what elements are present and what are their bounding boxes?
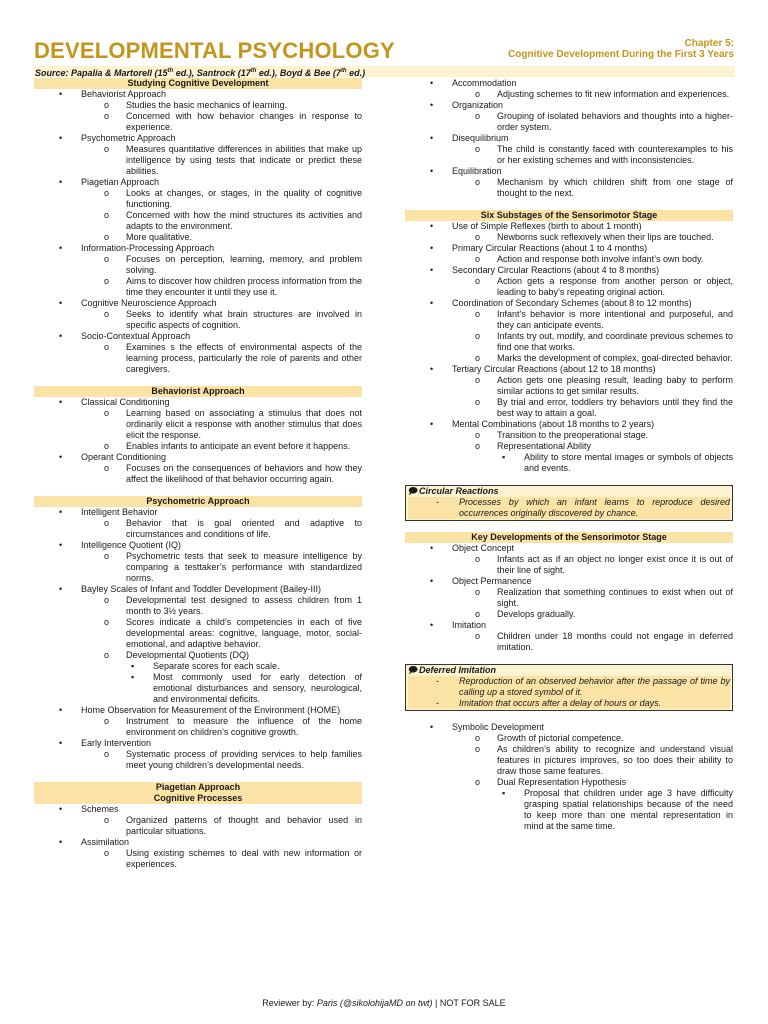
item-text: Studies the basic mechanics of learning. — [126, 100, 288, 110]
section-heading: Studying Cognitive Development — [34, 78, 362, 89]
item-text: Early Intervention — [81, 738, 152, 748]
spacer — [405, 711, 733, 722]
item-text: Learning based on associating a stimulus that does not ordinarily elicit a response with another stimulus that does elicit the response. — [126, 408, 362, 440]
item-text: Intelligent Behavior — [81, 507, 158, 517]
sub-item — [405, 554, 733, 576]
sub-item — [405, 89, 733, 100]
sub-item — [34, 342, 362, 375]
sub-item — [34, 617, 362, 650]
sub-sub-item — [405, 788, 733, 832]
topic-item — [34, 584, 362, 595]
bullet-marker: • — [59, 331, 63, 341]
item-text: Ability to store mental images or symbols of objects and events. — [524, 452, 733, 473]
footer — [0, 998, 768, 1008]
bullet-marker: • — [430, 298, 434, 308]
sub-item — [405, 587, 733, 609]
bullet-marker: o — [104, 749, 110, 759]
bullet-marker: • — [430, 620, 434, 630]
item-text: Measures quantitative differences in abilities that make up intelligence by using tests that indicate or predict these abilities. — [126, 144, 362, 176]
bullet-marker: o — [475, 397, 481, 407]
sub-item — [34, 441, 362, 452]
spacer — [34, 375, 362, 386]
footer-author: Paris (@sikolohijaMD on twt) — [316, 998, 433, 1008]
bullet-marker: ▪ — [131, 661, 135, 671]
bullet-marker: o — [104, 408, 110, 418]
source-text-4: ed.) — [346, 68, 366, 78]
bullet-marker: o — [475, 587, 481, 597]
topic-item — [405, 78, 733, 89]
item-text: Representational Ability — [497, 441, 592, 451]
item-text: Dual Representation Hypothesis — [497, 777, 627, 787]
bullet-marker: • — [59, 584, 63, 594]
bullet-marker: • — [59, 540, 63, 550]
topic-item — [34, 540, 362, 551]
sub-item — [405, 144, 733, 166]
item-text: Concerned with how the mind structures its activities and adapts to the environment. — [126, 210, 362, 231]
sub-item — [34, 716, 362, 738]
bullet-marker: • — [430, 364, 434, 374]
sub-item — [405, 744, 733, 777]
speech-bubble-icon: 🗩 — [408, 486, 418, 496]
sub-item — [34, 650, 362, 661]
footer-prefix: Reviewer by: — [262, 998, 317, 1008]
bullet-marker: • — [430, 576, 434, 586]
sub-sub-item — [34, 661, 362, 672]
bullet-marker: o — [104, 254, 110, 264]
bullet-marker: o — [104, 650, 110, 660]
topic-item — [405, 620, 733, 631]
sub-item — [405, 276, 733, 298]
sub-item — [405, 254, 733, 265]
sub-item — [405, 777, 733, 788]
bullet-marker: • — [430, 166, 434, 176]
item-text: Cognitive Neuroscience Approach — [81, 298, 217, 308]
topic-item — [34, 89, 362, 100]
topic-item — [34, 133, 362, 144]
sub-item — [405, 397, 733, 419]
bullet-marker: o — [104, 617, 110, 627]
item-text: Object Permanence — [452, 576, 532, 586]
item-text: Organization — [452, 100, 504, 110]
sub-item — [34, 276, 362, 298]
sub-item — [34, 111, 362, 133]
section-heading: Behaviorist Approach — [34, 386, 362, 397]
bullet-marker: ▪ — [502, 452, 506, 462]
sub-item — [34, 848, 362, 870]
item-text: Aims to discover how children process information from the time they encounter it until they use it. — [126, 276, 362, 297]
item-text: Using existing schemes to deal with new information or experiences. — [126, 848, 362, 869]
item-text: By trial and error, toddlers try behaviors until they find the best way to attain a goal. — [497, 397, 733, 418]
topic-item — [34, 177, 362, 188]
item-text: Assimilation — [81, 837, 130, 847]
item-text: Separate scores for each scale. — [153, 661, 280, 671]
bullet-marker: o — [475, 744, 481, 754]
bullet-marker: • — [430, 221, 434, 231]
bullet-marker: • — [430, 243, 434, 253]
topic-item — [405, 576, 733, 587]
bullet-marker: o — [475, 89, 481, 99]
item-text: Systematic process of providing services to help families meet young children’s developmental needs. — [126, 749, 362, 770]
sub-item — [405, 177, 733, 199]
bullet-marker: o — [104, 232, 110, 242]
bullet-marker: o — [475, 609, 481, 619]
topic-item — [34, 804, 362, 815]
item-text: Focuses on the consequences of behaviors and how they affect the likelihood of that behavior occurring again. — [126, 463, 362, 484]
item-text: Behaviorist Approach — [81, 89, 167, 99]
bullet-marker: o — [104, 188, 110, 198]
sub-item — [34, 595, 362, 617]
definition-item — [408, 698, 730, 709]
definition-title — [408, 486, 730, 497]
sub-item — [405, 375, 733, 397]
item-text: Infants try out, modify, and coordinate previous schemes to find one that works. — [497, 331, 733, 352]
topic-item — [405, 243, 733, 254]
bullet-marker: o — [475, 111, 481, 121]
spacer — [34, 771, 362, 782]
item-text: Realization that something continues to exist when out of sight. — [497, 587, 733, 608]
bullet-marker: o — [475, 631, 481, 641]
page-header — [34, 38, 734, 64]
spacer — [405, 521, 733, 532]
item-text: Intelligence Quotient (IQ) — [81, 540, 182, 550]
bullet-marker: o — [104, 848, 110, 858]
bullet-marker: o — [475, 254, 481, 264]
source-line — [34, 66, 735, 77]
sub-item — [405, 331, 733, 353]
section-heading: Piagetian Approach — [34, 782, 362, 793]
bullet-marker: • — [59, 397, 63, 407]
section-heading: Psychometric Approach — [34, 496, 362, 507]
definition-text: Reproduction of an observed behavior after the passage of time by calling up a stored symbol of it. — [459, 676, 730, 697]
item-text: Enables infants to anticipate an event before it happens. — [126, 441, 351, 451]
bullet-marker: o — [104, 716, 110, 726]
item-text: Classical Conditioning — [81, 397, 170, 407]
item-text: Tertiary Circular Reactions (about 12 to 18 months) — [452, 364, 656, 374]
topic-item — [405, 298, 733, 309]
sub-item — [405, 441, 733, 452]
bullet-marker: o — [104, 276, 110, 286]
item-text: Organized patterns of thought and behavior used in particular situations. — [126, 815, 362, 836]
item-text: Focuses on perception, learning, memory, and problem solving. — [126, 254, 362, 275]
source-sup-1: th — [167, 68, 174, 74]
bullet-marker: • — [59, 837, 63, 847]
sub-item — [34, 551, 362, 584]
topic-item — [34, 331, 362, 342]
bullet-marker: • — [59, 804, 63, 814]
bullet-marker: ▪ — [502, 788, 506, 798]
bullet-marker: • — [59, 177, 63, 187]
sub-item — [34, 749, 362, 771]
item-text: Proposal that children under age 3 have difficulty grasping spatial relationships because of the need to keep more than one mental representation in mind at the same time. — [524, 788, 733, 831]
item-text: Transition to the preoperational stage. — [497, 430, 649, 440]
topic-item — [34, 397, 362, 408]
bullet-marker: • — [59, 738, 63, 748]
bullet-marker: o — [475, 144, 481, 154]
bullet-marker: o — [104, 551, 110, 561]
item-text: Psychometric tests that seek to measure intelligence by comparing a testtaker’s performance with standardized norms. — [126, 551, 362, 583]
item-text: Bayley Scales of Infant and Toddler Development (Bailey-III) — [81, 584, 321, 594]
bullet-marker: o — [475, 554, 481, 564]
sub-item — [405, 733, 733, 744]
item-text: Disequilibrium — [452, 133, 509, 143]
item-text: Concerned with how behavior changes in response to experience. — [126, 111, 362, 132]
sub-item — [405, 430, 733, 441]
bullet-marker: o — [475, 733, 481, 743]
sub-item — [34, 100, 362, 111]
item-text: Mental Combinations (about 18 months to 2 years) — [452, 419, 655, 429]
definition-item — [408, 497, 730, 519]
bullet-marker: o — [104, 309, 110, 319]
sub-item — [34, 254, 362, 276]
bullet-marker: • — [430, 78, 434, 88]
left-column — [34, 78, 362, 870]
bullet-marker: o — [104, 210, 110, 220]
item-text: Growth of pictorial competence. — [497, 733, 624, 743]
topic-item — [34, 452, 362, 463]
item-text: Accommodation — [452, 78, 517, 88]
bullet-marker: o — [475, 309, 481, 319]
bullet-marker: • — [59, 452, 63, 462]
bullet-marker: o — [475, 232, 481, 242]
definition-text: Processes by which an infant learns to reproduce desired occurrences originally discovered by chance. — [459, 497, 730, 518]
item-text: Coordination of Secondary Schemes (about 8 to 12 months) — [452, 298, 692, 308]
dash-bullet: - — [436, 698, 439, 708]
bullet-marker: o — [475, 430, 481, 440]
item-text: Equilibration — [452, 166, 502, 176]
topic-item — [405, 543, 733, 554]
bullet-marker: o — [104, 463, 110, 473]
topic-item — [405, 100, 733, 111]
bullet-marker: • — [430, 133, 434, 143]
sub-item — [34, 518, 362, 540]
chapter-heading — [508, 38, 734, 60]
bullet-marker: o — [475, 177, 481, 187]
bullet-marker: o — [475, 441, 481, 451]
sub-item — [34, 144, 362, 177]
item-text: More qualitative. — [126, 232, 193, 242]
sub-item — [34, 408, 362, 441]
item-text: Home Observation for Measurement of the Environment (HOME) — [81, 705, 341, 715]
topic-item — [405, 722, 733, 733]
page-title: DEVELOPMENTAL PSYCHOLOGY — [34, 38, 395, 63]
item-text: Most commonly used for early detection of emotional disturbances and sensory, neurological, and environmental deficits. — [153, 672, 362, 704]
item-text: Symbolic Development — [452, 722, 545, 732]
bullet-marker: • — [59, 89, 63, 99]
bullet-marker: o — [104, 100, 110, 110]
item-text: Marks the development of complex, goal-directed behavior. — [497, 353, 733, 363]
section-heading: Cognitive Processes — [34, 793, 362, 804]
topic-item — [34, 298, 362, 309]
item-text: Examines s the effects of environmental aspects of the learning process, particularly the role of parents and other caregivers. — [126, 342, 362, 374]
topic-item — [34, 243, 362, 254]
bullet-marker: o — [104, 815, 110, 825]
bullet-marker: • — [430, 100, 434, 110]
item-text: Instrument to measure the influence of the home environment on children’s cognitive growth. — [126, 716, 362, 737]
item-text: Primary Circular Reactions (about 1 to 4 months) — [452, 243, 648, 253]
item-text: Action gets one pleasing result, leading baby to perform similar actions to get similar results. — [497, 375, 733, 396]
item-text: Develops gradually. — [497, 609, 576, 619]
speech-bubble-icon: 🗩 — [408, 665, 418, 675]
definition-title-text: Deferred Imitation — [419, 665, 497, 675]
bullet-marker: • — [59, 133, 63, 143]
section-heading: Six Substages of the Sensorimotor Stage — [405, 210, 733, 221]
bullet-marker: o — [104, 144, 110, 154]
item-text: Action and response both involve infant’s own body. — [497, 254, 704, 264]
topic-item — [34, 507, 362, 518]
item-text: Developmental test designed to assess children from 1 month to 3½ years. — [126, 595, 362, 616]
sub-item — [34, 309, 362, 331]
sub-item — [405, 309, 733, 331]
item-text: Children under 18 months could not engage in deferred imitation. — [497, 631, 733, 652]
topic-item — [405, 419, 733, 430]
bullet-marker: o — [475, 331, 481, 341]
item-text: Secondary Circular Reactions (about 4 to 8 months) — [452, 265, 660, 275]
spacer — [405, 199, 733, 210]
sub-item — [34, 188, 362, 210]
right-column — [405, 78, 733, 832]
bullet-marker: • — [59, 705, 63, 715]
bullet-marker: o — [104, 342, 110, 352]
bullet-marker: o — [475, 276, 481, 286]
topic-item — [405, 364, 733, 375]
item-text: As children’s ability to recognize and understand visual features in pictures improves, so too does their ability to draw those same features. — [497, 744, 733, 776]
definition-item — [408, 676, 730, 698]
dash-bullet: - — [436, 676, 439, 686]
spacer — [405, 653, 733, 664]
bullet-marker: • — [59, 298, 63, 308]
bullet-marker: o — [104, 595, 110, 605]
item-text: Infant’s behavior is more intentional and purposeful, and they can anticipate events. — [497, 309, 733, 330]
bullet-marker: o — [104, 111, 110, 121]
item-text: Developmental Quotients (DQ) — [126, 650, 250, 660]
bullet-marker: • — [430, 419, 434, 429]
bullet-marker: • — [430, 265, 434, 275]
topic-item — [34, 705, 362, 716]
topic-item — [405, 166, 733, 177]
section-heading: Key Developments of the Sensorimotor Stage — [405, 532, 733, 543]
item-text: Socio-Contextual Approach — [81, 331, 191, 341]
sub-item — [405, 232, 733, 243]
definition-title-text: Circular Reactions — [419, 486, 499, 496]
item-text: Scores indicate a child’s competencies in each of five developmental areas: cognitive, language, motor, social-emotional, and adaptive behavior. — [126, 617, 362, 649]
source-text-1: Source: Papalia & Martorell (15 — [35, 68, 168, 78]
item-text: Seeks to identify what brain structures are involved in specific aspects of cognition. — [126, 309, 362, 330]
bullet-marker: • — [59, 507, 63, 517]
sub-item — [405, 609, 733, 620]
dash-bullet: - — [436, 497, 439, 507]
bullet-marker: o — [475, 353, 481, 363]
topic-item — [405, 133, 733, 144]
bullet-marker: ▪ — [131, 672, 135, 682]
item-text: Grouping of isolated behaviors and thoughts into a higher-order system. — [497, 111, 733, 132]
chapter-number: Chapter 5: — [684, 38, 734, 49]
item-text: Looks at changes, or stages, in the quality of cognitive functioning. — [126, 188, 362, 209]
source-sup-3: th — [340, 68, 347, 74]
item-text: Use of Simple Reflexes (birth to about 1 month) — [452, 221, 642, 231]
item-text: Information-Processing Approach — [81, 243, 215, 253]
bullet-marker: o — [104, 518, 110, 528]
topic-item — [34, 837, 362, 848]
bullet-marker: o — [104, 441, 110, 451]
sub-item — [405, 353, 733, 364]
source-text-2: ed.), Santrock (17 — [173, 68, 251, 78]
item-text: Newborns suck reflexively when their lips are touched. — [497, 232, 714, 242]
item-text: Adjusting schemes to fit new information and experiences. — [497, 89, 730, 99]
sub-item — [34, 210, 362, 232]
sub-item — [34, 815, 362, 837]
footer-suffix: | NOT FOR SALE — [432, 998, 506, 1008]
topic-item — [34, 738, 362, 749]
item-text: Behavior that is goal oriented and adaptive to circumstances and conditions of life. — [126, 518, 362, 539]
spacer — [405, 474, 733, 485]
item-text: Psychometric Approach — [81, 133, 176, 143]
chapter-title: Cognitive Development During the First 3 Years — [508, 49, 734, 60]
item-text: Piagetian Approach — [81, 177, 160, 187]
item-text: Imitation — [452, 620, 487, 630]
sub-item — [34, 232, 362, 243]
source-sup-2: th — [250, 68, 257, 74]
source-text-3: ed.), Boyd & Bee (7 — [256, 68, 341, 78]
sub-item — [34, 463, 362, 485]
item-text: Object Concept — [452, 543, 515, 553]
topic-item — [405, 221, 733, 232]
sub-sub-item — [34, 672, 362, 705]
definition-title — [408, 665, 730, 676]
bullet-marker: o — [475, 777, 481, 787]
bullet-marker: • — [430, 722, 434, 732]
sub-sub-item — [405, 452, 733, 474]
bullet-marker: • — [59, 243, 63, 253]
spacer — [34, 485, 362, 496]
definition-text: Imitation that occurs after a delay of hours or days. — [459, 698, 662, 708]
bullet-marker: • — [430, 543, 434, 553]
item-text: Operant Conditioning — [81, 452, 167, 462]
definition-box — [405, 485, 733, 521]
item-text: The child is constantly faced with counterexamples to his or her existing schemes and with inconsistencies. — [497, 144, 733, 165]
item-text: Schemes — [81, 804, 119, 814]
item-text: Infants act as if an object no longer exist once it is out of their line of sight. — [497, 554, 733, 575]
topic-item — [405, 265, 733, 276]
sub-item — [405, 111, 733, 133]
definition-box — [405, 664, 733, 711]
sub-item — [405, 631, 733, 653]
item-text: Action gets a response from another person or object, leading to baby’s repeating original action. — [497, 276, 733, 297]
bullet-marker: o — [475, 375, 481, 385]
item-text: Mechanism by which children shift from one stage of thought to the next. — [497, 177, 733, 198]
